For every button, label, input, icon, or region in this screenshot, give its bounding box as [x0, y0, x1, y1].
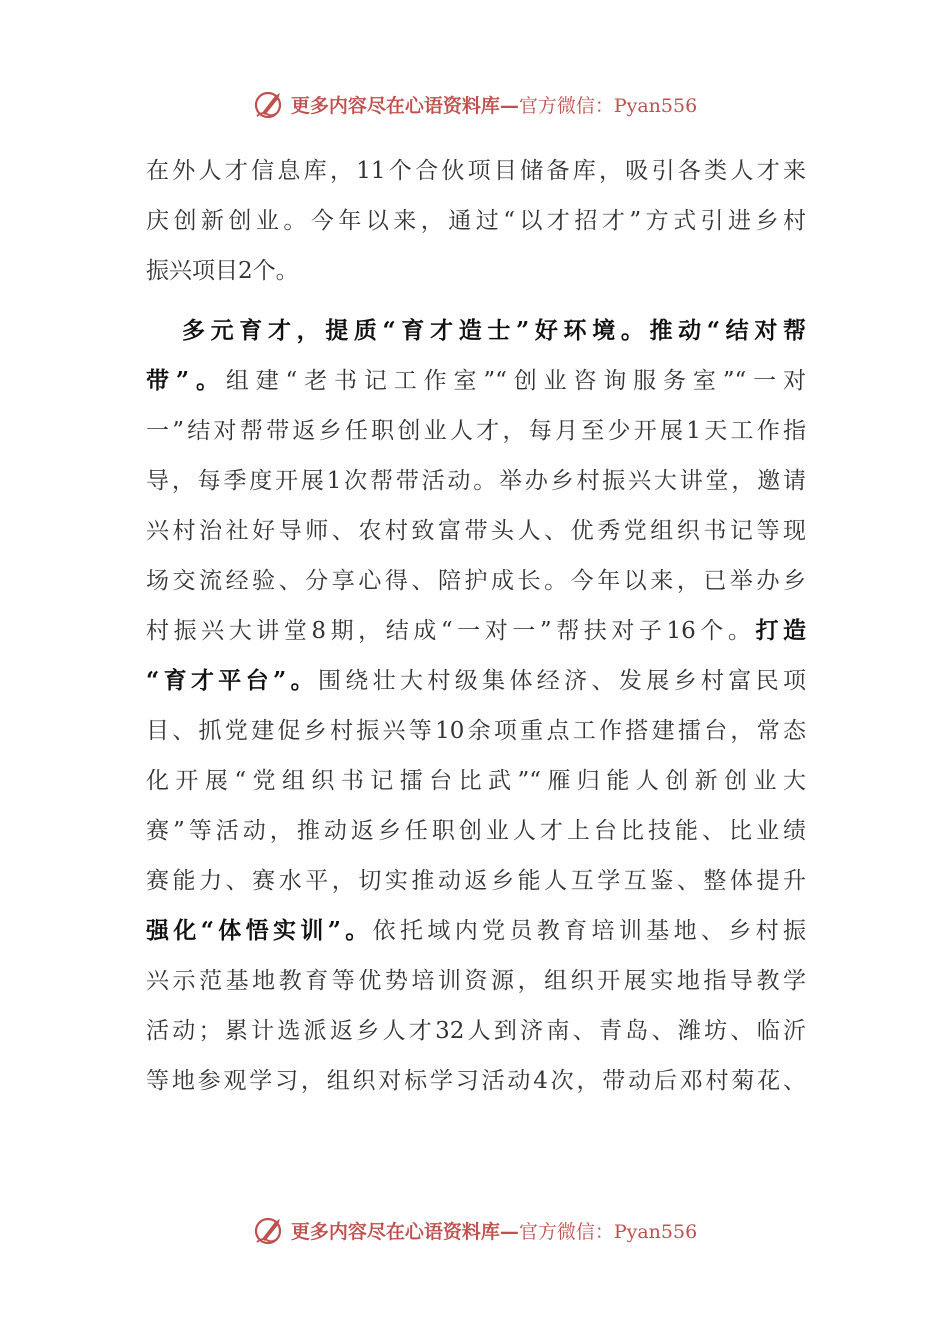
- bold-heading-text: “育才平台”。: [146, 667, 318, 694]
- text-line: [146, 956, 806, 1006]
- body-text: 一”结对帮带返乡任职创业人才，每月至少开展1天工作指: [146, 418, 806, 444]
- body-text: 兴示范基地教育等优势培训资源，组织开展实地指导教学: [146, 968, 806, 994]
- body-text: 导，每季度开展1次帮带活动。举办乡村振兴大讲堂，邀请: [146, 468, 806, 494]
- bold-heading-text: 打造: [755, 617, 807, 644]
- body-text: 等地参观学习，组织对标学习活动4次，带动后邓村菊花、: [146, 1068, 806, 1094]
- banner-text: 更多内容尽在心语资料库—官方微信：Pyan556: [290, 1220, 698, 1243]
- text-line: [146, 706, 806, 756]
- text-line: [146, 246, 806, 296]
- banner-text: 更多内容尽在心语资料库—官方微信：Pyan556: [290, 94, 698, 117]
- body-text: 化开展“党组织书记擂台比武”“雁归能人创新创业大: [146, 768, 806, 794]
- body-text: 振兴项目2个。: [146, 258, 299, 284]
- body-text: 围绕壮大村级集体经济、发展乡村富民项: [317, 668, 806, 694]
- body-text: 庆创新创业。今年以来，通过“以才招才”方式引进乡村: [146, 208, 806, 234]
- pen-nib-seal-icon: [253, 87, 287, 121]
- text-line: [146, 146, 806, 196]
- body-text: 场交流经验、分享心得、陪护成长。今年以来，已举办乡: [146, 568, 806, 594]
- text-line: [146, 456, 806, 506]
- bold-heading-text: 带”。: [146, 367, 226, 394]
- paragraph: [146, 146, 806, 296]
- text-line: [146, 806, 806, 856]
- document-body: [146, 146, 806, 1106]
- paragraph: [146, 306, 806, 1106]
- footer-watermark-banner: [0, 1210, 950, 1250]
- header-watermark-banner: [0, 84, 950, 124]
- bold-heading-text: 强化“体悟实训”。: [146, 917, 373, 944]
- text-line: [146, 406, 806, 456]
- body-text: 组建“老书记工作室”“创业咨询服务室”“一对: [225, 368, 807, 394]
- text-line: [146, 1006, 806, 1056]
- text-line: [146, 606, 806, 656]
- body-text: 依托域内党员教育培训基地、乡村振: [372, 918, 807, 944]
- body-text: 目、抓党建促乡村振兴等10余项重点工作搭建擂台，常态: [146, 718, 806, 744]
- body-text: 兴村治社好导师、农村致富带头人、优秀党组织书记等现: [146, 518, 806, 544]
- body-text: 赛”等活动，推动返乡任职创业人才上台比技能、比业绩: [146, 818, 806, 844]
- body-text: 在外人才信息库，11个合伙项目储备库，吸引各类人才来: [146, 158, 806, 184]
- body-text: 活动；累计选派返乡人才32人到济南、青岛、潍坊、临沂: [146, 1018, 806, 1044]
- text-line: [146, 506, 806, 556]
- bold-heading-text: 多元育才，提质“育才造士”好环境。推动“结对帮: [182, 317, 806, 344]
- paragraph-gap: [146, 296, 806, 306]
- text-line: [146, 1056, 806, 1106]
- text-line: [146, 356, 806, 406]
- body-text: 村振兴大讲堂8期，结成“一对一”帮扶对子16个。: [146, 618, 756, 644]
- text-line: [146, 656, 806, 706]
- text-line: [146, 556, 806, 606]
- text-line: [146, 756, 806, 806]
- text-line: [146, 306, 806, 356]
- body-text: 赛能力、赛水平，切实推动返乡能人互学互鉴、整体提升: [146, 868, 806, 894]
- pen-nib-seal-icon: [253, 1213, 287, 1247]
- text-line: [146, 856, 806, 906]
- text-line: [146, 196, 806, 246]
- text-line: [146, 906, 806, 956]
